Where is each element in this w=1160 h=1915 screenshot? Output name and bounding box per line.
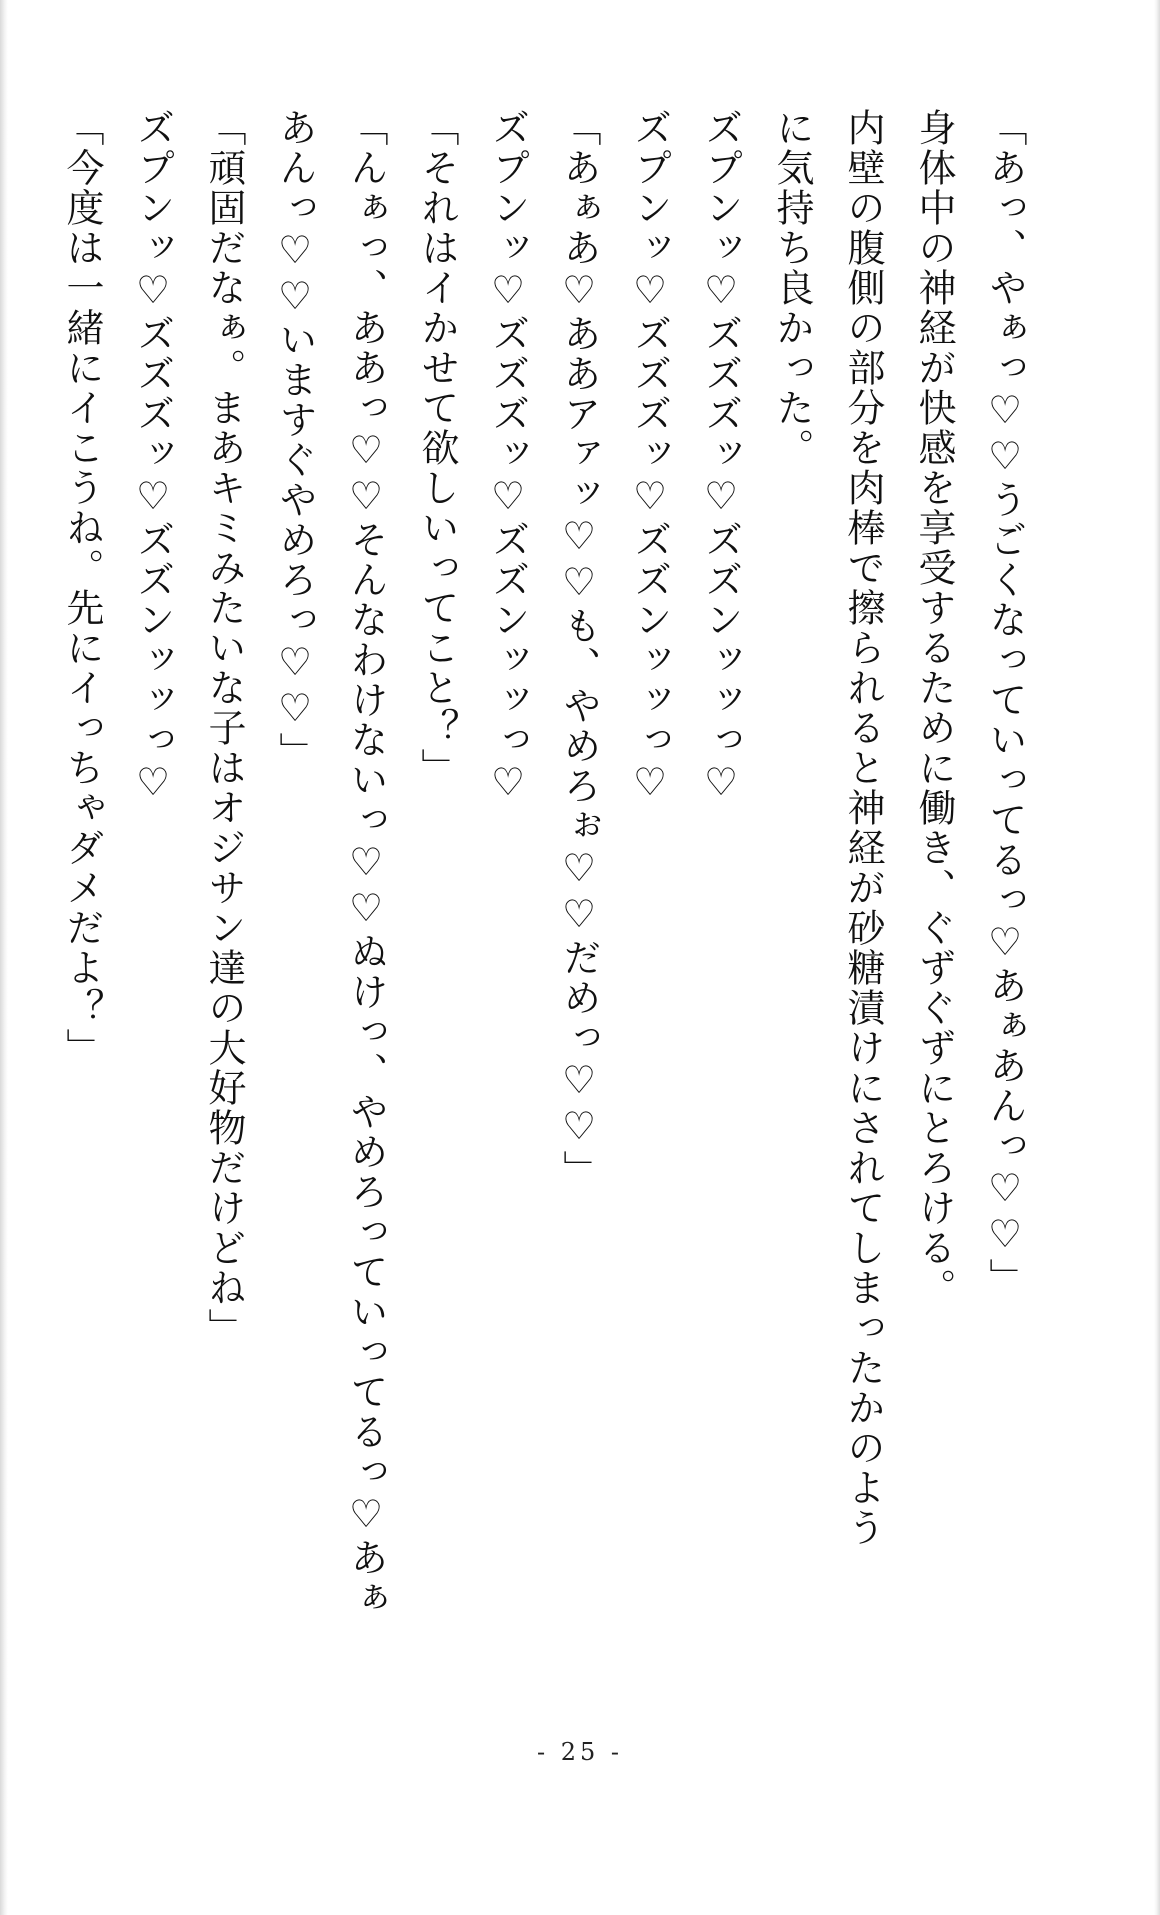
- page-edge-left: [0, 0, 8, 1915]
- text-line: ズプンッ♡ズズズッ♡ズズンッッっ♡: [699, 108, 743, 806]
- text-line: ズプンッ♡ズズズッ♡ズズンッッっ♡: [486, 108, 530, 806]
- text-line: に気持ち良かった。: [770, 108, 814, 468]
- text-line: ズプンッ♡ズズズッ♡ズズンッッっ♡: [628, 108, 672, 806]
- vertical-text-body: [60, 108, 1040, 1748]
- text-line: 「今度は一緒にイこうね。先にイっちゃダメだよ？」: [60, 108, 104, 1068]
- text-line: ズプンッ♡ズズズッ♡ズズンッッっ♡: [131, 108, 175, 806]
- text-line: 「あぁあ♡ああアァッ♡♡も、やめろぉ♡♡だめっ♡♡」: [557, 108, 601, 1190]
- text-line: 「頑固だなぁ。まあキミみたいな子はオジサン達の大好物だけどね」: [202, 108, 246, 1348]
- text-line: 「それはイかせて欲しいってこと？」: [415, 108, 459, 788]
- text-line: あんっ♡♡いますぐやめろっ♡♡」: [273, 108, 317, 772]
- text-line: 内壁の腹側の部分を肉棒で擦られると神経が砂糖漬けにされてしまったかのよう: [841, 108, 885, 1548]
- page-edge-right: [1154, 0, 1160, 1915]
- text-line: 「あっ、やぁっ♡♡うごくなっていってるっ♡あぁあんっ♡♡」: [983, 108, 1027, 1298]
- text-line: 「んぁっ、ああっ♡♡そんなわけないっ♡♡ぬけっ、やめろっていってるっ♡あぁ: [344, 108, 388, 1618]
- text-line: 身体中の神経が快感を享受するために働き、ぐずぐずにとろける。: [912, 108, 956, 1308]
- page-number: - 25 -: [536, 1738, 623, 1766]
